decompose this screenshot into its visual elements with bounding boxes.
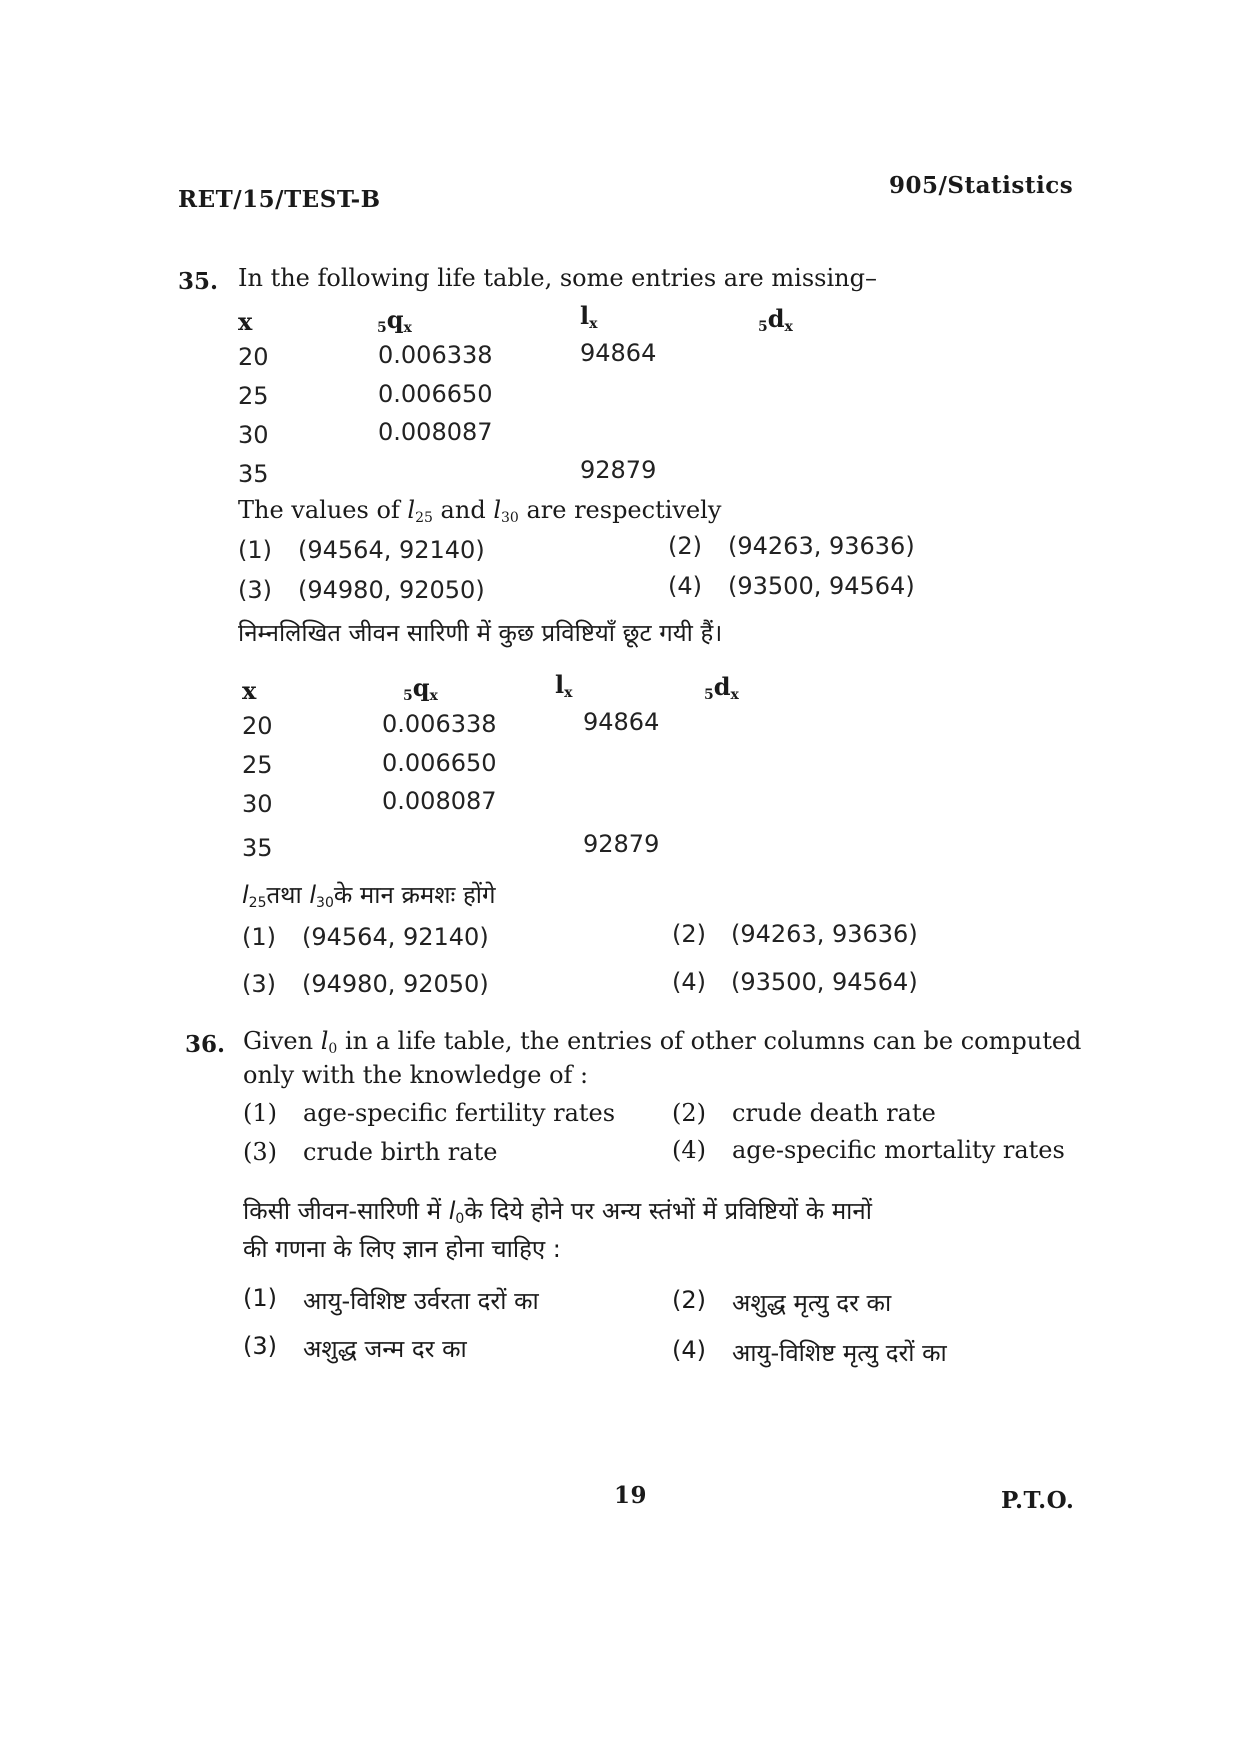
- question-36-hi-line2: की गणना के लिए ज्ञान होना चाहिए :: [243, 1235, 561, 1263]
- table2-row1-l: 94864: [583, 708, 660, 736]
- q36-hi-option-1-num: (1): [243, 1284, 277, 1312]
- q36-hi-option-1: आयु-विशिष्ट उर्वरता दरों का: [303, 1287, 539, 1315]
- table2-col-q: $5q_x$: [403, 673, 438, 704]
- q35-hi-option-3: (94980, 92050): [302, 970, 489, 998]
- table2-row4-x: 35: [242, 834, 273, 862]
- q35-hi-option-1-num: (1): [242, 923, 276, 951]
- q36-option-4: age-specific mortality rates: [732, 1136, 1065, 1164]
- q35-option-3: (94980, 92050): [298, 576, 485, 604]
- question-number-35: 35.: [178, 268, 219, 295]
- table1-row2-x: 25: [238, 382, 269, 410]
- table1-col-l: $l_x$: [580, 301, 598, 332]
- q36-hi-option-2: अशुद्ध मृत्यु दर का: [732, 1289, 892, 1317]
- header-right: 905/Statistics: [889, 172, 1074, 199]
- q35-hi-option-3-num: (3): [242, 970, 276, 998]
- table1-row1-l: 94864: [580, 339, 657, 367]
- q35-option-4-num: (4): [668, 572, 702, 600]
- q36-option-1-num: (1): [243, 1099, 277, 1127]
- table2-row4-l: 92879: [583, 830, 660, 858]
- table2-col-x: x: [242, 676, 257, 705]
- q36-option-4-num: (4): [672, 1136, 706, 1164]
- table2-row1-q: 0.006338: [382, 710, 497, 738]
- table2-row3-q: 0.008087: [382, 787, 497, 815]
- q36-hi-option-4-num: (4): [672, 1336, 706, 1364]
- q35-hi-option-4-num: (4): [672, 968, 706, 996]
- table1-row3-q: 0.008087: [378, 418, 493, 446]
- q36-hi-option-4: आयु-विशिष्ट मृत्यु दरों का: [732, 1339, 947, 1367]
- table2-row1-x: 20: [242, 712, 273, 740]
- table1-row4-l: 92879: [580, 456, 657, 484]
- question-36-hi-line1: किसी जीवन-सारिणी में $l_0के$ दिये होने पर अन्य स्तंभों में प्रविष्टियों के मानों: [243, 1197, 872, 1227]
- question-36-line1: Given $l_0$ in a life table, the entries of other columns can be computed: [243, 1027, 1082, 1057]
- q35-hi-option-1: (94564, 92140): [302, 923, 489, 951]
- question-35-values-hi: $l_{25}तथा$ $l_{30}के$ मान क्रमशः होंगे: [242, 881, 496, 911]
- table2-row3-x: 30: [242, 790, 273, 818]
- q35-option-2: (94263, 93636): [728, 532, 915, 560]
- page-number: 19: [614, 1482, 648, 1509]
- question-35-text: In the following life table, some entries are missing–: [238, 264, 877, 292]
- question-36-line2: only with the knowledge of :: [243, 1061, 589, 1089]
- table2-row2-q: 0.006650: [382, 749, 497, 777]
- header-left: RET/15/TEST-B: [178, 186, 381, 213]
- question-35-values-en: The values of $l_{25}$ and $l_{30}$ are respectively: [238, 496, 722, 526]
- pto-label: P.T.O.: [1001, 1487, 1075, 1514]
- q36-option-3-num: (3): [243, 1138, 277, 1166]
- question-35-text-hi: निम्नलिखित जीवन सारिणी में कुछ प्रविष्टियाँ छूट गयी हैं।: [238, 619, 723, 647]
- table1-row2-q: 0.006650: [378, 380, 493, 408]
- table1-row3-x: 30: [238, 421, 269, 449]
- table2-col-d: $5d_x$: [704, 672, 739, 703]
- table1-col-x: x: [238, 307, 253, 336]
- q36-option-1: age-specific fertility rates: [303, 1099, 616, 1127]
- q35-hi-option-2: (94263, 93636): [731, 920, 918, 948]
- q36-option-2: crude death rate: [732, 1099, 936, 1127]
- q35-option-2-num: (2): [668, 532, 702, 560]
- table1-row1-q: 0.006338: [378, 341, 493, 369]
- table1-col-q: $5q_x$: [377, 305, 412, 336]
- q36-hi-option-2-num: (2): [672, 1286, 706, 1314]
- q35-hi-option-4: (93500, 94564): [731, 968, 918, 996]
- question-number-36: 36.: [185, 1031, 226, 1058]
- table2-row2-x: 25: [242, 751, 273, 779]
- q35-option-1-num: (1): [238, 536, 272, 564]
- table1-col-d: $5d_x$: [758, 304, 793, 335]
- q35-option-3-num: (3): [238, 576, 272, 604]
- table1-row4-x: 35: [238, 460, 269, 488]
- q35-option-1: (94564, 92140): [298, 536, 485, 564]
- q36-hi-option-3-num: (3): [243, 1332, 277, 1360]
- q36-option-2-num: (2): [672, 1099, 706, 1127]
- q35-hi-option-2-num: (2): [672, 920, 706, 948]
- q35-option-4: (93500, 94564): [728, 572, 915, 600]
- table1-row1-x: 20: [238, 343, 269, 371]
- q36-option-3: crude birth rate: [303, 1138, 498, 1166]
- q36-hi-option-3: अशुद्ध जन्म दर का: [303, 1335, 467, 1363]
- table2-col-l: $l_x$: [555, 670, 573, 701]
